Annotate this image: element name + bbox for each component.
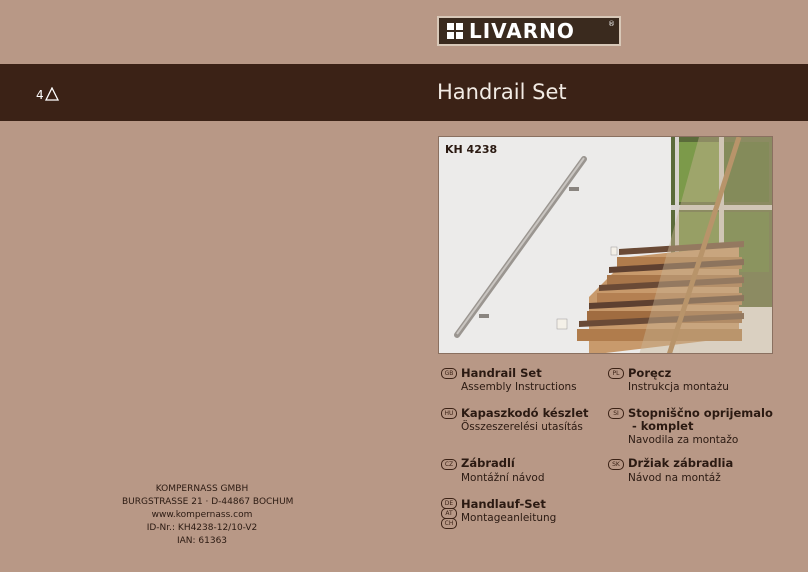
lang-title-sk: Držiak zábradlia: [628, 456, 734, 470]
registered-mark: ®: [608, 20, 615, 28]
imprint-address: BURGSTRASSE 21 · D-44867 BOCHUM: [122, 497, 294, 507]
lang-badge-sk: SK: [608, 459, 624, 470]
imprint-id: ID-Nr.: KH4238-12/10-V2: [146, 523, 258, 533]
model-number: KH 4238: [445, 143, 498, 156]
lang-title-de: Handlauf-Set: [461, 497, 546, 511]
lang-badge-hu: HU: [441, 408, 457, 419]
lang-subtitle-gb: Assembly Instructions: [461, 381, 577, 393]
header-band: [0, 64, 808, 121]
page-title: Handrail Set: [437, 80, 567, 104]
product-photo: [438, 136, 773, 354]
lang-subtitle-de: Montageanleitung: [461, 512, 557, 524]
lang-subtitle-cz: Montážní návod: [461, 472, 545, 484]
lang-title-pl: Poręcz: [628, 366, 672, 380]
lang-subtitle-hu: Összeszerelési utasítás: [461, 421, 583, 433]
lang-title-cz: Zábradlí: [461, 456, 515, 470]
staircase-illustration: [439, 137, 773, 354]
lang-badge-de: DE: [441, 498, 457, 509]
lang-title-hu: Kapaszkodó készlet: [461, 406, 589, 420]
imprint-block: [122, 483, 294, 548]
lang-badge-cz: CZ: [441, 459, 457, 470]
lang-title-si: Stopniščno oprijemalo: [628, 406, 773, 420]
lang-subtitle-si: Navodila za montažo: [628, 434, 739, 446]
lang-subtitle-pl: Instrukcja montażu: [628, 381, 729, 393]
lang-badge-ch: CH: [441, 518, 457, 529]
brand-logo: [437, 16, 621, 46]
lang-badge-si: SI: [608, 408, 624, 419]
lang-badge-pl: PL: [608, 368, 624, 379]
brand-name: LIVARNO: [469, 19, 575, 43]
lang-subtitle-sk: Návod na montáž: [628, 472, 721, 484]
warning-triangle-icon: [45, 87, 59, 101]
lang-title-si-line2: - komplet: [628, 419, 694, 433]
imprint-website: www.kompernass.com: [151, 510, 253, 520]
imprint-ian: IAN: 61363: [176, 536, 228, 546]
lang-badge-at: AT: [441, 508, 457, 519]
lang-badge-gb: GB: [441, 368, 457, 379]
logo-mark-icon: [447, 23, 463, 39]
lang-title-gb: Handrail Set: [461, 366, 542, 380]
page-number: 4: [36, 88, 44, 102]
imprint-company: KOMPERNASS GMBH: [155, 484, 249, 494]
